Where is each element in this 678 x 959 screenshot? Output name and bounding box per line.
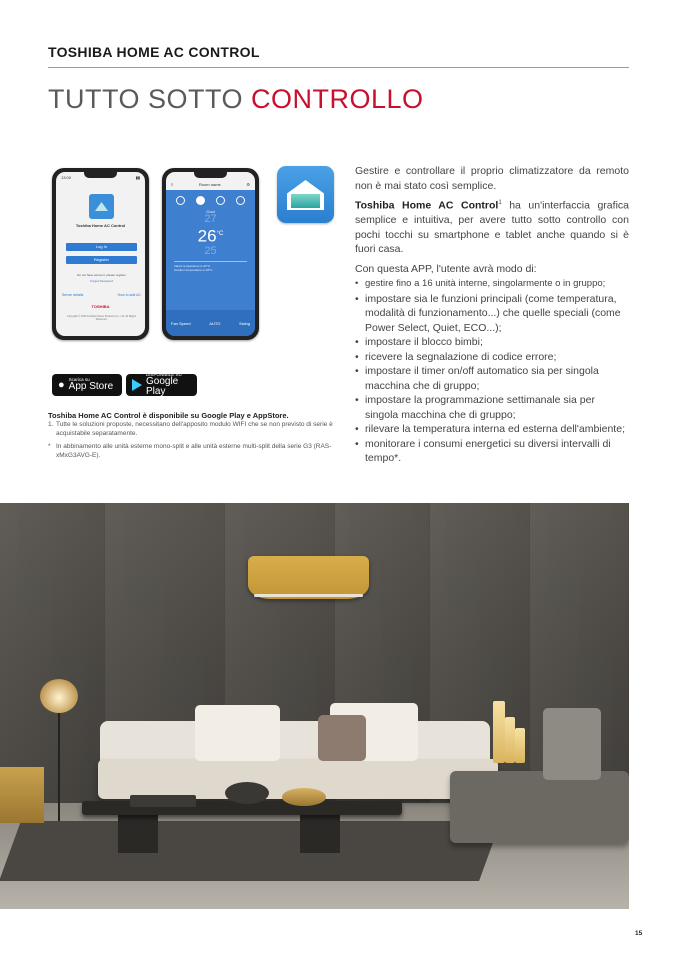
description-text: ha un'interfaccia grafica semplice e intuitiva, per avere tutto sotto controllo con pochi tocchi su smartphone e tablet anche quando si è fuori casa. [355, 199, 629, 255]
server-details-link[interactable]: Server details [62, 293, 84, 297]
temperature-info [174, 261, 247, 272]
copyright-text: Copyright © 2019 Toshiba Carrier Products Co., Ltd. All Rights Reserved. [67, 315, 136, 321]
fan-icon[interactable] [216, 196, 225, 205]
phone-login-screen [56, 172, 145, 336]
rug [0, 821, 501, 881]
list-item: • impostare il timer on/off automatico sia per singola macchina che di gruppo; [355, 365, 599, 392]
footnote-2-text: In abbinamento alle unità esterne mono-split e alle unità esterne multi-split della serie G3 (RAS-xMxG3AVG-E). [56, 443, 332, 459]
description-paragraph [355, 196, 629, 257]
phone-notch [194, 172, 227, 178]
page-number: 15 [635, 930, 643, 937]
status-time: 13:00 [61, 175, 72, 180]
list-item: • impostare il blocco bimbi; [355, 336, 483, 348]
login-button[interactable]: Log In [66, 243, 137, 251]
forgot-password-link[interactable]: Forgot Password [90, 279, 113, 283]
google-play-text [146, 373, 191, 398]
candle [515, 728, 525, 763]
toshiba-logo: TOSHIBA [91, 304, 110, 309]
phone-login-mockup [52, 168, 149, 340]
temp-current [166, 225, 255, 246]
side-table [0, 767, 44, 823]
indoor-temp-label: Indoor temperature is 22°C [174, 263, 211, 268]
power-icon[interactable] [176, 196, 185, 205]
title-part-grey: TUTTO SOTTO [48, 84, 252, 114]
menu-icon[interactable]: ≡ [171, 182, 174, 187]
settings-icon[interactable]: ⚙ [246, 182, 250, 187]
google-play-small: DISPONIBILE SU [146, 371, 182, 377]
candle [493, 701, 505, 763]
app-icon [277, 166, 334, 223]
features-list [355, 277, 629, 466]
section-label: TOSHIBA HOME AC CONTROL [48, 44, 260, 60]
cushion [318, 715, 366, 761]
app-store-badge[interactable] [52, 374, 122, 396]
header-divider [48, 67, 629, 68]
control-bottom-bar [166, 310, 255, 336]
bowl [225, 782, 269, 804]
google-play-badge[interactable] [126, 371, 197, 398]
phone-control-screen [166, 172, 255, 336]
how-to-add-link[interactable]: How to add AC [117, 293, 141, 297]
no-account-text: Do not have account, please register [77, 273, 126, 277]
tray [130, 795, 196, 807]
air-conditioner-unit [248, 556, 369, 599]
list-item: • impostare la programmazione settimanale sia per singola macchina che di gruppo; [355, 394, 595, 421]
app-store-big: App Store [68, 381, 114, 393]
footnote-2-marker: * [48, 443, 51, 450]
footnote-1 [48, 421, 333, 438]
app-store-text [69, 378, 113, 393]
page-title [48, 84, 424, 115]
list-item: • ricevere la segnalazione di codice errore; [355, 350, 557, 363]
title-part-red: CONTROLLO [251, 84, 424, 114]
google-play-big: Google Play [146, 376, 179, 398]
app-name: Toshiba Home AC Control [75, 223, 126, 228]
temp-above[interactable]: 27 [204, 213, 217, 225]
footnote-2 [48, 443, 333, 460]
outdoor-temp-label: Outdoor temperature is 18°C [174, 267, 213, 272]
living-room-photo [0, 503, 629, 909]
mode-icons-row [166, 190, 255, 207]
candle [505, 717, 515, 763]
lamp-pole [58, 711, 60, 821]
table-leg [118, 813, 158, 853]
mode-label: Cool [206, 209, 215, 214]
list-item: • gestire fino a 16 unità interne, singolarmente o in gruppo; [355, 278, 606, 289]
app-logo-icon [89, 194, 114, 219]
footnote-1-marker: 1. [48, 421, 54, 428]
list-item: • rilevare la temperatura interna ed esterna dell'ambiente; [355, 423, 625, 435]
product-name: Toshiba Home AC Control [355, 199, 499, 212]
fan-speed-label: Fan Speed [171, 320, 191, 326]
table-leg [300, 813, 340, 853]
availability-note: Toshiba Home AC Control è disponibile su Google Play e AppStore. [48, 411, 289, 420]
gold-bowl [282, 788, 326, 806]
features-lead: Con questa APP, l'utente avrà modo di: [355, 263, 537, 275]
temp-value: 26 [197, 226, 217, 246]
register-button[interactable]: Register [66, 256, 137, 264]
signal-icon: ▮▮ [135, 175, 140, 180]
temp-unit: °C [216, 231, 224, 237]
swing-label[interactable]: Swing [239, 320, 250, 326]
cushion [543, 708, 601, 780]
lamp-icon [40, 679, 78, 713]
apple-icon: ● [58, 379, 65, 391]
list-item: • monitorare i consumi energetici su diversi intervalli di tempo*. [355, 437, 611, 464]
play-icon [132, 379, 142, 391]
temp-below[interactable]: 25 [204, 244, 217, 257]
cool-mode-icon[interactable] [196, 196, 205, 205]
app-store-small: Scarica su [68, 376, 90, 382]
sofa-chaise [450, 771, 629, 843]
cushion [195, 705, 280, 761]
footnote-1-text: Tutte le soluzioni proposte, necessitano dell'apposito modulo WIFI che se non previsto di serie è acquistabile separatamente. [56, 421, 333, 437]
room-name: Room name [198, 182, 221, 187]
wall-panel [0, 503, 105, 803]
product-footnote-ref: 1 [498, 200, 502, 206]
intro-paragraph: Gestire e controllare il proprio climatizzatore da remoto non è mai stato così semplice. [355, 165, 629, 192]
timer-icon[interactable] [236, 196, 245, 205]
phone-links [62, 293, 141, 297]
phone-control-mockup [162, 168, 259, 340]
list-item: • impostare sia le funzioni principali (come temperatura, modalità di funzionamento...) che quelle speciali (come Power Select, Quiet, ECO...); [355, 292, 621, 334]
fan-speed-value[interactable]: AUTO [209, 320, 221, 326]
phone-notch [84, 172, 117, 178]
wave-icon [291, 194, 320, 208]
